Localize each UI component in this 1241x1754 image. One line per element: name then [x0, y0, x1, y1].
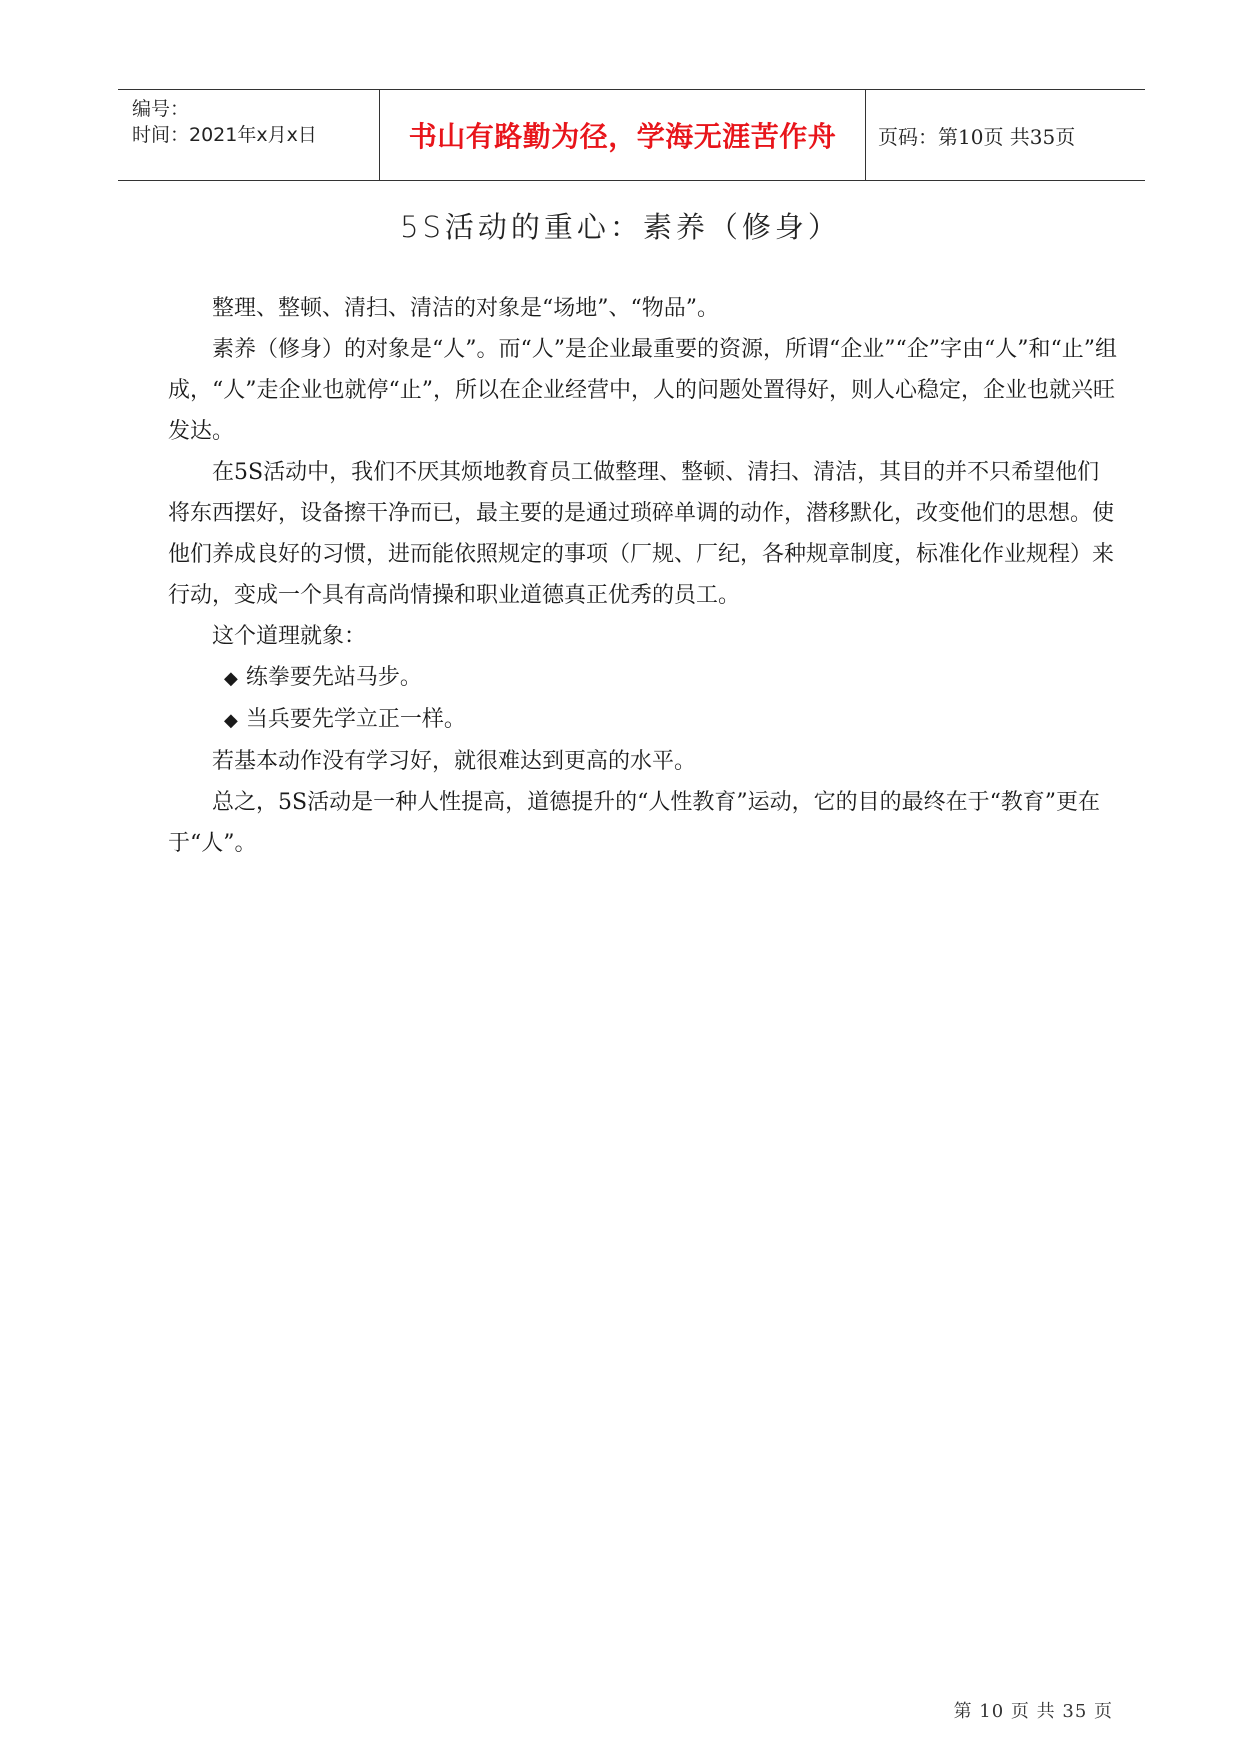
paragraph-2: 素养（修身）的对象是“人”。而“人”是企业最重要的资源，所谓“企业”“企”字由“人”和“止”组成，“人”走企业也就停“止”，所以在企业经营中，人的问题处置得好，则人心稳定，企业也就兴旺发达。 — [168, 337, 1117, 444]
serial-label: 编号： — [132, 98, 190, 120]
bullet-item-2 — [168, 699, 1118, 741]
diamond-bullet-icon: ◆ — [224, 710, 238, 731]
document-body — [168, 288, 1118, 864]
paragraph-3: 在5S活动中，我们不厌其烦地教育员工做整理、整顿、清扫、清洁，其目的并不只希望他们将东西摆好，设备擦干净而已，最主要的是通过琐碎单调的动作，潜移默化，改变他们的思想。使他们养成良好的习惯，进而能依照规定的事项（厂规、厂纪，各种规章制度，标准化作业规程）来行动，变成一个具有高尚情操和职业道德真正优秀的员工。 — [168, 460, 1115, 608]
page-footer: 第 10 页 共 35 页 — [953, 1701, 1113, 1722]
time-label: 时间：2021年x月x日 — [132, 124, 317, 146]
bullet-text-2: 当兵要先学立正一样。 — [245, 707, 466, 732]
page-info: 页码：第10页 共35页 — [878, 124, 1076, 149]
paragraph-4: 这个道理就象： — [212, 624, 367, 649]
paragraph-6: 总之，5S活动是一种人性提高，道德提升的“人性教育”运动，它的目的最终在于“教育”更在于“人”。 — [168, 790, 1101, 856]
header-motto-cell — [380, 90, 866, 180]
paragraph-5: 若基本动作没有学习好，就很难达到更高的水平。 — [212, 749, 697, 774]
header-page-cell — [866, 90, 1145, 180]
header-table — [118, 89, 1145, 181]
header-meta-cell — [118, 90, 380, 180]
diamond-bullet-icon: ◆ — [224, 668, 238, 689]
motto-text: 书山有路勤为径，学海无涯苦作舟 — [408, 120, 837, 153]
document-title: 5S活动的重心：素养（修身） — [400, 210, 841, 244]
bullet-text-1: 练拳要先站马步。 — [245, 665, 422, 690]
paragraph-1: 整理、整顿、清扫、清洁的对象是“场地”、“物品”。 — [212, 296, 719, 321]
bullet-item-1 — [168, 657, 1118, 699]
